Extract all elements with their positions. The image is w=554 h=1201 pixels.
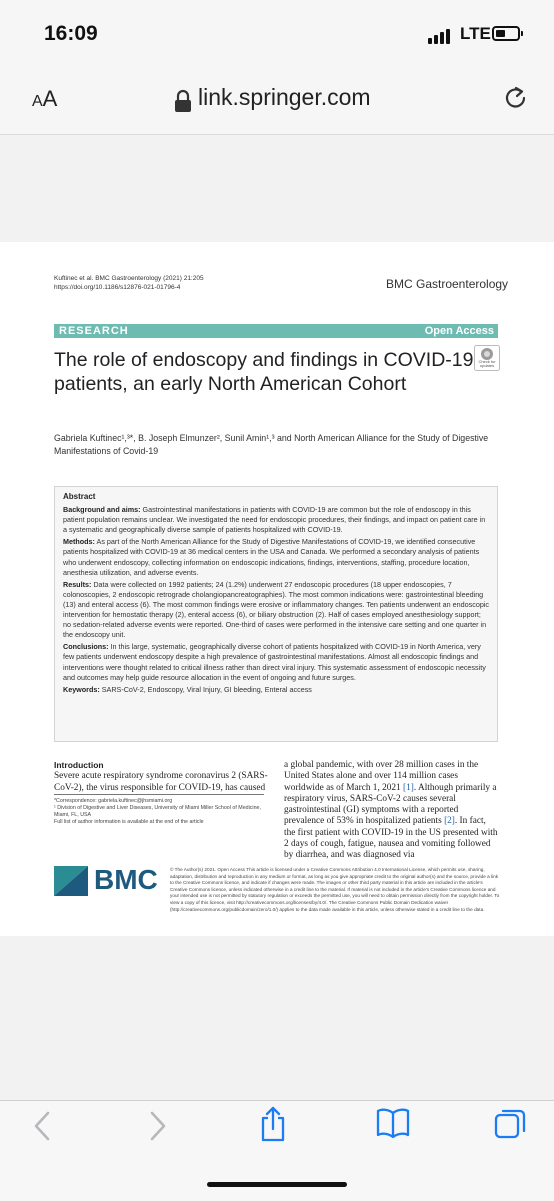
url-field[interactable]: link.springer.com	[198, 84, 371, 110]
footnote	[54, 794, 264, 826]
license-text: © The Author(s) 2021. Open Access This article is licensed under a Creative Commons Attribution 4.0 International License, which permits use, sharing, adaptation, distribution and reproduction in any medium or format, as long as you give appropriate credit to the original author(s) and the source, provide a link to the Creative Commons licence, and indicate if changes were made. The images or other third party material in this article are included in the article's Creative Commons licence, unless indicated otherwise in a credit line to the material. If material is not included in the article's Creative Commons licence and your intended use is not permitted by statutory regulation or exceeds the permitted use, you will need to obtain permission directly from the copyright holder. To view a copy of this licence, visit http://creativecommons.org/licenses/by/4.0/. The Creative Commons Public Domain Dedication waiver (http://creativecommons.org/publicdomain/zero/1.0/) applies to the data made available in this article, unless otherwise stated in a credit line to the data.	[170, 867, 500, 912]
body-text: a global pandemic, with over 28 million cases in the United States alone and over 114 million cases worldwide as of March 1, 2021	[284, 760, 479, 793]
lock-icon	[172, 89, 194, 113]
body-column-right	[284, 760, 498, 862]
doi-link[interactable]: https://doi.org/10.1186/s12876-021-01796-4	[54, 284, 181, 291]
bookmarks-icon[interactable]	[376, 1107, 410, 1139]
bmc-logo-icon	[54, 866, 88, 896]
abstract-keywords: Keywords: SARS-CoV-2, Endoscopy, Viral Injury, GI bleeding, Enteral access	[63, 684, 312, 694]
home-indicator[interactable]	[207, 1182, 347, 1187]
address-bar	[0, 70, 554, 135]
abstract-background: Background and aims: Gastrointestinal manifestations in patients with COVID-19 are common but the role of endoscopy in this patient population remains unclear. We investigated the need for endoscopic procedures, their findings, and impact on patient care in a systematic and geographically diverse sample of patients hospitalized with COVID-19.	[63, 505, 486, 535]
reader-settings-button[interactable]: AA	[32, 86, 58, 111]
battery-icon	[492, 26, 520, 41]
author-list: Gabriela Kuftinec¹,³*, B. Joseph Elmunzer², Sunil Amin¹,³ and North American Alliance for the Study of Digestive Manifestations of Covid-19	[54, 433, 489, 456]
reference-link[interactable]: [2]	[444, 816, 455, 827]
status-time: 16:09	[44, 22, 98, 45]
intro-paragraph: Severe acute respiratory syndrome coronavirus 2 (SARS-CoV-2), the virus responsible for COVID-19, has caused	[54, 771, 268, 793]
publisher-name: BMC	[94, 864, 158, 895]
author-info-line: Full list of author information is available at the end of the article	[54, 819, 204, 825]
correspondence-line: *Correspondence: gabriela.kuftinec@jhsmiami.org	[54, 798, 173, 804]
back-icon[interactable]	[30, 1109, 54, 1143]
citation-line: Kuftinec et al. BMC Gastroenterology (2021) 21:205	[54, 275, 204, 282]
body-text: . Although primarily a respiratory virus, SARS-CoV-2 causes several gastrointestinal (GI) symptoms with a reported prevalence of 53% in hospitalized patients	[284, 782, 497, 827]
forward-icon[interactable]	[146, 1109, 170, 1143]
article-title: The role of endoscopy and findings in COVID-19 patients, an early North American Cohort	[54, 349, 474, 395]
status-bar	[0, 0, 554, 70]
tabs-icon[interactable]	[494, 1107, 528, 1141]
affiliation-line: ¹ Division of Digestive and Liver Diseases, University of Miami Miller School of Medicine, Miami, FL, USA	[54, 805, 261, 818]
article-type-bar	[54, 324, 498, 338]
check-updates-label: Check for updates	[478, 359, 496, 368]
abstract-box	[54, 486, 498, 742]
check-for-updates-badge[interactable]	[474, 345, 500, 371]
abstract-conclusions: Conclusions: In this large, systematic, geographically diverse cohort of patients hospitalized with COVID-19 in North America, very few patients underwent endoscopy despite a high prevalence of gastrointestinal manifestations. Almost all endoscopic findings and interventions were thought related to critical illness rather than direct viral injury. This systematic assessment of endoscopic necessity and outcomes may help guide resource allocation in the event of ongoing and future surges.	[63, 642, 486, 682]
share-icon[interactable]	[258, 1105, 288, 1143]
section-heading-introduction: Introduction	[54, 760, 104, 770]
body-text: . In fact, the first patient with COVID-19 in the US presented with 2 days of cough, fatigue, nausea and vomiting followed by diarrhea, and was diagnosed via	[284, 816, 498, 861]
article-type-label: RESEARCH	[59, 325, 129, 337]
journal-name: BMC Gastroenterology	[386, 277, 509, 291]
reload-icon[interactable]	[502, 84, 530, 114]
abstract-heading: Abstract	[63, 492, 96, 501]
pdf-page	[0, 242, 554, 936]
open-access-label: Open Access	[424, 325, 494, 337]
abstract-results: Results: Data were collected on 1992 patients; 24 (1.2%) underwent 27 endoscopic procedures (18 upper endoscopies, 7 colonoscopies, 2 endoscopic retrograde cholangiopancreatographies). The most common indications were: gastrointestinal bleeding (13) and enteral access (6). The most common findings were erosive or inflammatory changes. Ten patients underwent an endoscopic intervention for hemostatic therapy (2), enteral access (6), or biliary obstruction (2). Half of cases employed anesthesiology support; no sedation-related adverse events were reported. One-third of cases were performed in the intensive care setting and one quarter in the endoscopy unit.	[63, 579, 490, 640]
network-type: LTE	[460, 24, 491, 43]
publisher-logo	[54, 864, 158, 896]
abstract-methods: Methods: As part of the North American Alliance for the Study of Digestive Manifestations of COVID-19, we identified consecutive patients hospitalized with COVID-19 at 36 medical centers in the USA and Canada. We performed a secondary analysis of patients who underwent endoscopy, collecting information on endoscopic indications, findings, interventions, staffing, procedure location, anesthesia utilization, and adverse events.	[63, 537, 480, 577]
reference-link[interactable]: [1]	[403, 782, 414, 793]
body-column-left	[54, 760, 268, 794]
citation-meta	[54, 274, 204, 292]
